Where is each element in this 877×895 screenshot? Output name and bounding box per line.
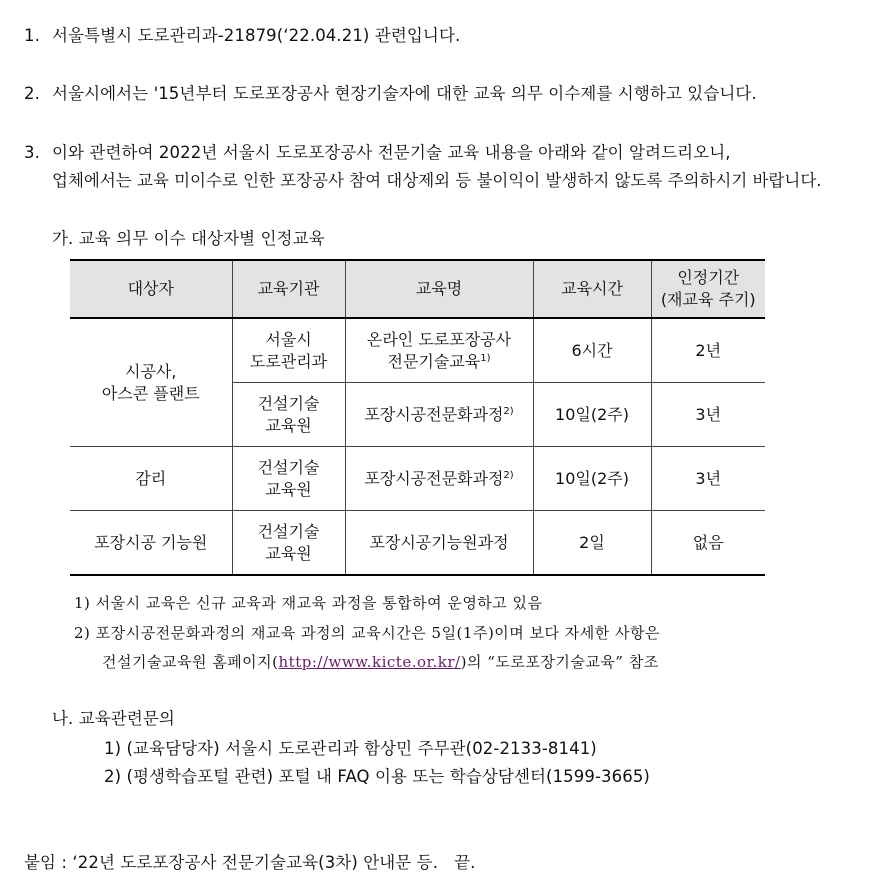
cell-course-line1: 포장시공전문화과정 xyxy=(364,404,504,424)
contact-2: 2) (평생학습포털 관련) 포털 내 FAQ 이용 또는 학습상담센터(1599-3665) xyxy=(104,767,650,786)
cell-institution xyxy=(232,511,345,576)
cell-institution-line2: 교육원 xyxy=(265,543,312,563)
cell-institution-line1: 건설기술 xyxy=(257,393,320,413)
table-row xyxy=(70,447,765,511)
item-2 xyxy=(24,80,757,104)
table-header-row xyxy=(70,260,765,318)
item-3 xyxy=(24,139,731,163)
cell-target-technician: 포장시공 기능원 xyxy=(70,511,232,576)
cell-period: 3년 xyxy=(651,447,765,511)
section-na-heading: 나. 교육관련문의 xyxy=(52,709,175,728)
item-2-number: 2. xyxy=(24,84,40,103)
table-row xyxy=(70,511,765,576)
cell-institution-line1: 건설기술 xyxy=(257,457,320,477)
cell-course-line1: 포장시공전문화과정 xyxy=(364,468,504,488)
footnote-ref-2: 2) xyxy=(503,405,514,417)
cell-institution-line2: 도로관리과 xyxy=(249,351,328,371)
header-course-name: 교육명 xyxy=(345,260,533,318)
cell-target-line2: 아스콘 플랜트 xyxy=(101,383,200,403)
cell-institution xyxy=(232,383,345,447)
attachment-line: 붙임 : ‘22년 도로포장공사 전문기술교육(3차) 안내문 등. 끝. xyxy=(24,853,476,872)
footnote-2-continued xyxy=(102,651,659,672)
cell-course-name xyxy=(345,383,533,447)
cell-course-line2: 전문기술교육 xyxy=(387,351,481,371)
header-period-line2: (재교육 주기) xyxy=(660,290,756,309)
cell-institution-line1: 서울시 xyxy=(265,329,312,349)
item-2-text: 서울시에서는 '15년부터 도로포장공사 현장기술자에 대한 교육 의무 이수제를 시행하고 있습니다. xyxy=(52,84,757,103)
cell-target-line1: 시공사, xyxy=(125,361,177,381)
cell-institution xyxy=(232,447,345,511)
item-1-text: 서울특별시 도로관리과-21879(‘22.04.21) 관련입니다. xyxy=(52,26,461,45)
footnote-2: 2) 포장시공전문화과정의 재교육 과정의 교육시간은 5일(1주)이며 보다 자세한 사항은 xyxy=(74,624,661,642)
footnote-1: 1) 서울시 교육은 신규 교육과 재교육 과정을 통합하여 운영하고 있음 xyxy=(74,594,543,612)
education-table xyxy=(70,259,765,576)
section-ga-heading: 가. 교육 의무 이수 대상자별 인정교육 xyxy=(52,229,325,248)
cell-course-name: 포장시공기능원과정 xyxy=(345,511,533,576)
item-1 xyxy=(24,22,460,46)
cell-course-name xyxy=(345,318,533,383)
cell-target-supervisor: 감리 xyxy=(70,447,232,511)
header-target: 대상자 xyxy=(70,260,232,318)
table-row xyxy=(70,318,765,383)
kicte-link[interactable]: http://www.kicte.or.kr/ xyxy=(278,653,461,671)
header-institution: 교육기관 xyxy=(232,260,345,318)
cell-period: 없음 xyxy=(651,511,765,576)
cell-institution xyxy=(232,318,345,383)
item-3-number: 3. xyxy=(24,143,40,162)
cell-hours: 10일(2주) xyxy=(533,447,651,511)
header-hours: 교육시간 xyxy=(533,260,651,318)
item-3-text-continued: 업체에서는 교육 미이수로 인한 포장공사 참여 대상제외 등 불이익이 발생하지 않도록 주의하시기 바랍니다. xyxy=(52,171,822,190)
cell-institution-line2: 교육원 xyxy=(265,415,312,435)
cell-institution-line2: 교육원 xyxy=(265,479,312,499)
cell-hours: 6시간 xyxy=(533,318,651,383)
header-period-line1: 인정기간 xyxy=(677,268,740,287)
item-3-text: 이와 관련하여 2022년 서울시 도로포장공사 전문기술 교육 내용을 아래와 같이 알려드리오니, xyxy=(52,143,731,162)
cell-institution-line1: 건설기술 xyxy=(257,521,320,541)
cell-course-line1: 온라인 도로포장공사 xyxy=(366,329,512,349)
item-1-number: 1. xyxy=(24,26,40,45)
footnote-ref-2: 2) xyxy=(503,469,514,481)
contact-1: 1) (교육담당자) 서울시 도로관리과 함상민 주무관(02-2133-8141) xyxy=(104,739,597,758)
footnote-ref-1: 1) xyxy=(480,352,491,364)
header-period xyxy=(651,260,765,318)
cell-target-contractor xyxy=(70,318,232,447)
cell-hours: 2일 xyxy=(533,511,651,576)
footnote-2-prefix: 건설기술교육원 홈페이지( xyxy=(102,653,279,671)
cell-period: 2년 xyxy=(651,318,765,383)
cell-hours: 10일(2주) xyxy=(533,383,651,447)
footnote-2-suffix: )의 “도로포장기술교육” 참조 xyxy=(460,653,659,671)
cell-period: 3년 xyxy=(651,383,765,447)
cell-course-name xyxy=(345,447,533,511)
